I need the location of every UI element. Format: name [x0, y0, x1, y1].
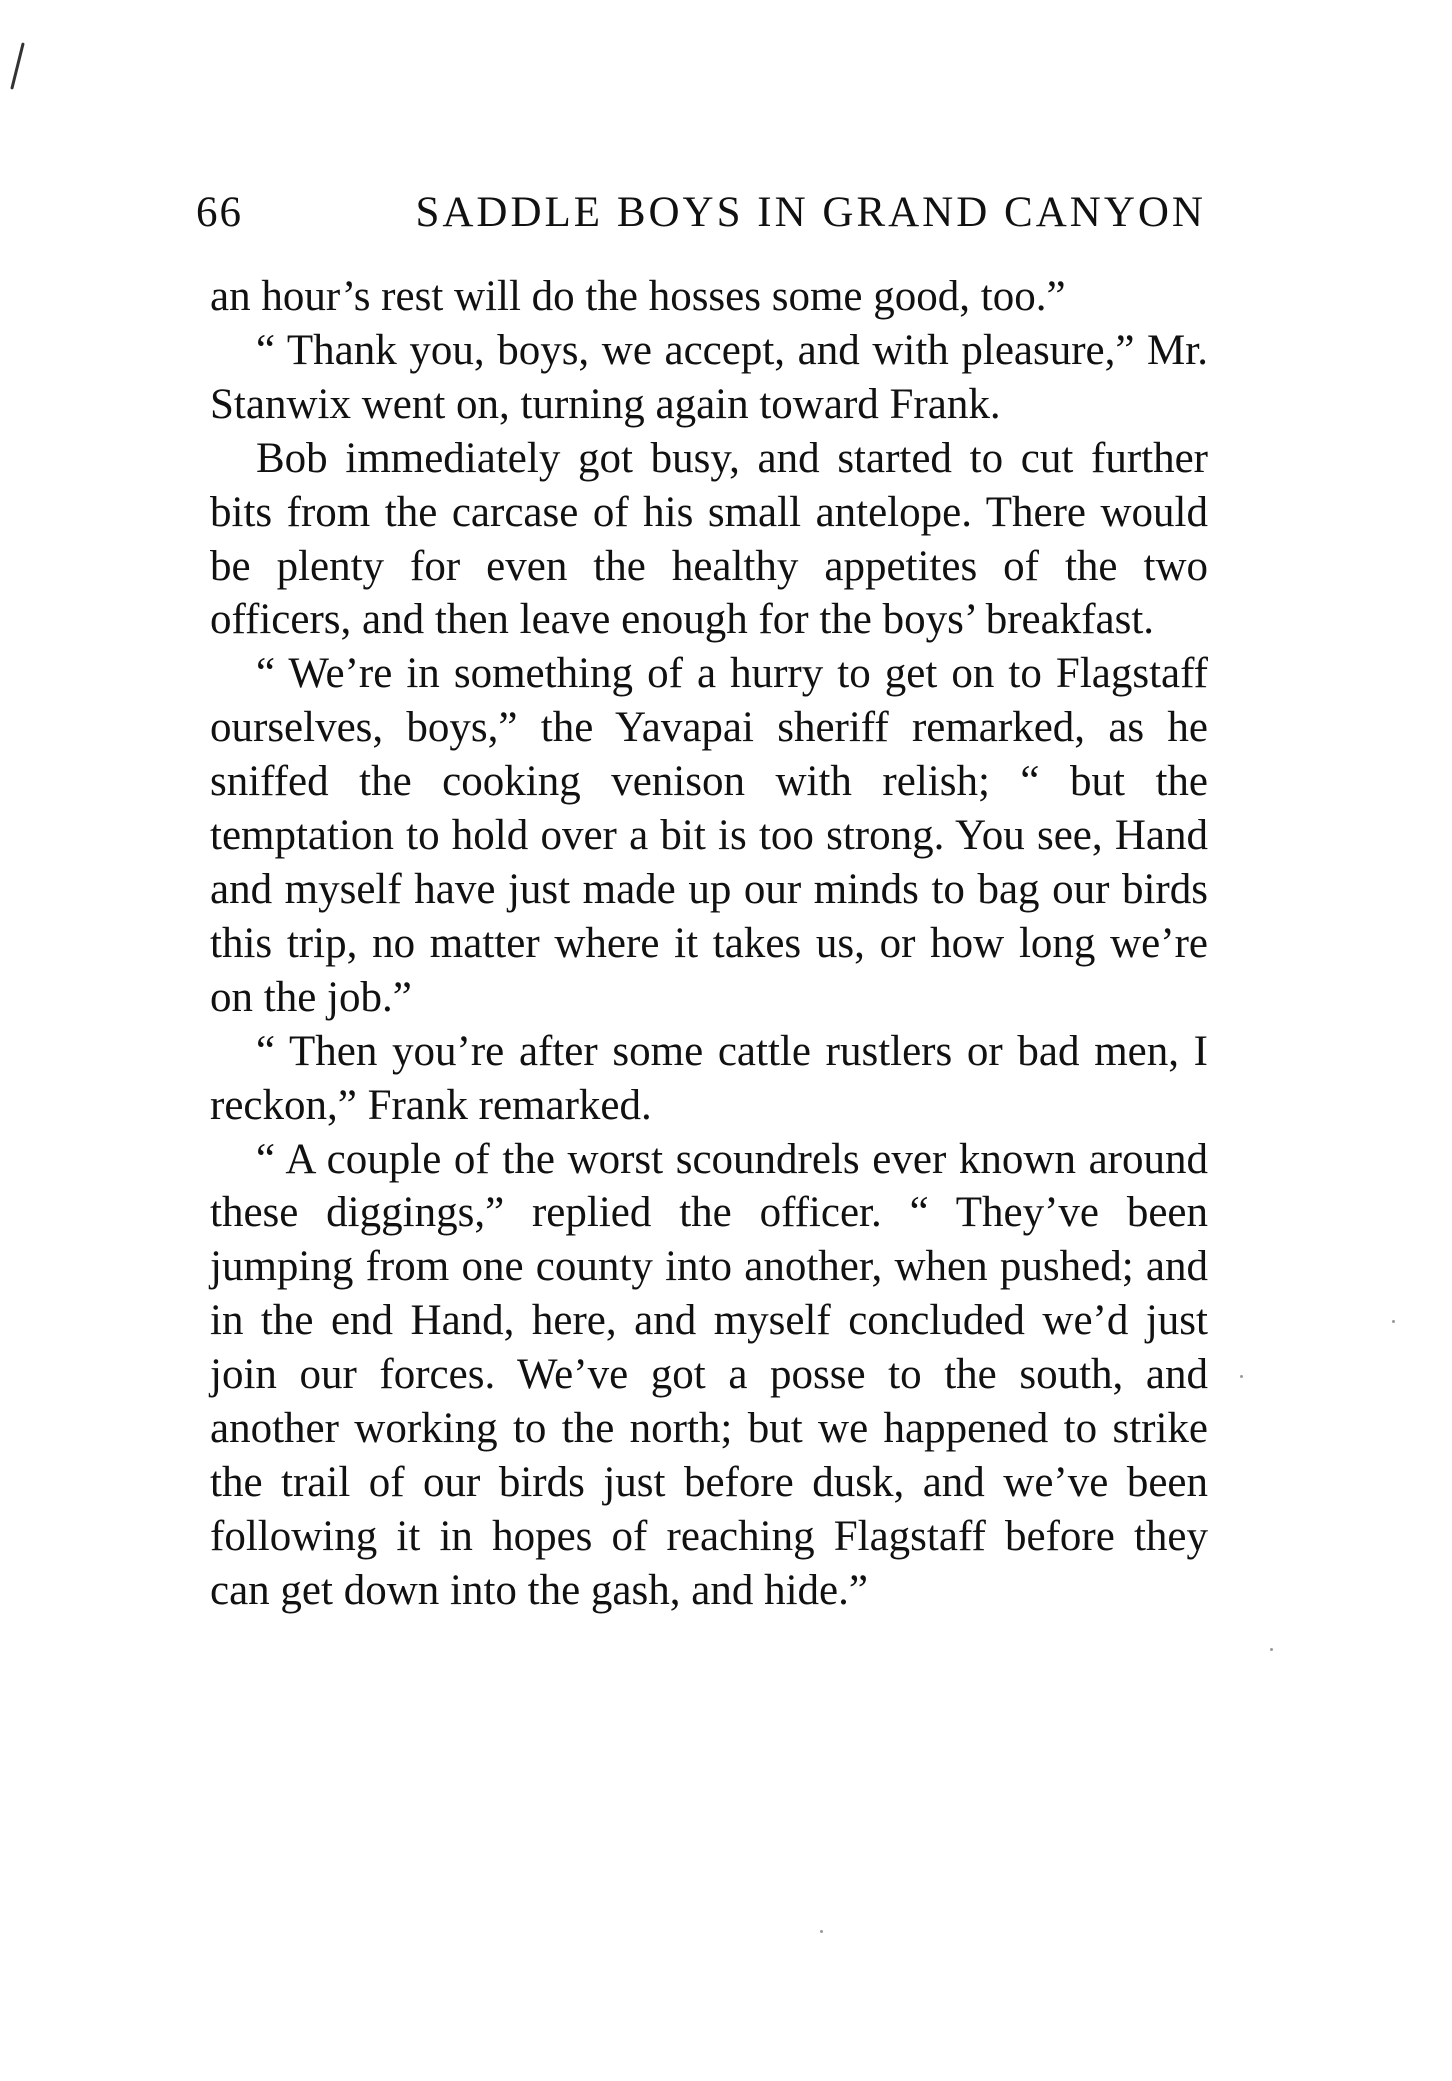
body-text — [210, 270, 1208, 1618]
paragraph: “ A couple of the worst scoundrels ever known around these diggings,” replied the officer. “ They’ve been jumping from one county into another, when pushed; and in the end Hand, here, and myself concluded we’d just join our forces. We’ve got a posse to the south, and another working to the north; but we happened to strike the trail of our birds just before dusk, and we’ve been following it in hopes of reaching Flagstaff before they can get down into the gash, and hide.” — [210, 1135, 1208, 1614]
pencil-mark — [10, 42, 25, 89]
paper-speck — [1240, 1375, 1243, 1378]
paper-speck — [1270, 1648, 1273, 1651]
book-title: SADDLE BOYS IN GRAND CANYON — [415, 189, 1206, 236]
paper-speck — [820, 1930, 823, 1933]
page-number: 66 — [196, 189, 243, 236]
paragraph: an hour’s rest will do the hosses some good, too.” — [210, 273, 1066, 320]
paragraph: “ We’re in something of a hurry to get on to Flagstaff ourselves, boys,” the Yavapai sheriff remarked, as he sniffed the cooking venison with relish; “ but the temptation to hold over a bit is too strong. You see, Hand and myself have just made up our minds to bag our birds this trip, no matter where it takes us, or how long we’re on the job.” — [210, 650, 1208, 1021]
paper-speck — [1392, 1320, 1395, 1323]
paragraph: “ Then you’re after some cattle rustlers or bad men, I reckon,” Frank remarked. — [210, 1027, 1208, 1129]
running-head — [196, 188, 1206, 248]
paragraph: “ Thank you, boys, we accept, and with pleasure,” Mr. Stanwix went on, turning again toward Frank. — [210, 326, 1208, 428]
paragraph: Bob immediately got busy, and started to cut further bits from the carcase of his small antelope. There would be plenty for even the healthy appetites of the two officers, and then leave enough for the boys’ breakfast. — [210, 434, 1208, 644]
